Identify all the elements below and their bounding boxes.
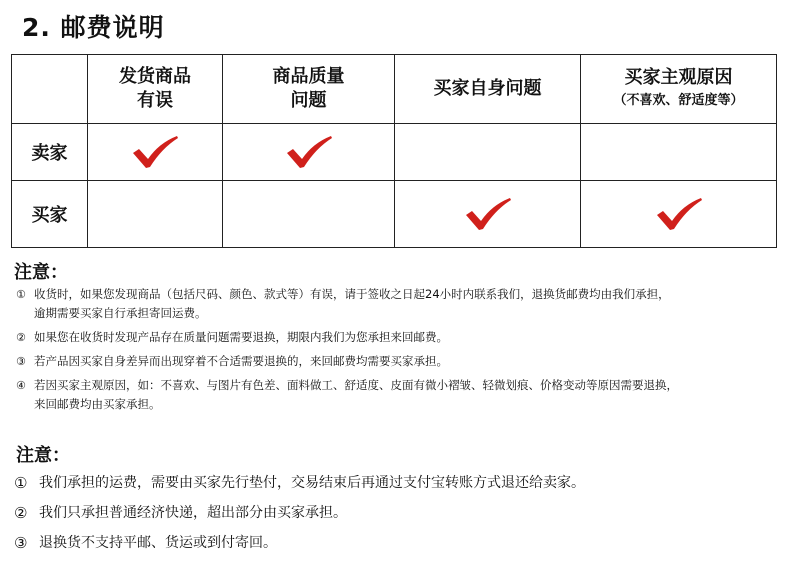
header-line1: 商品质量 (272, 66, 345, 87)
cell-check (581, 181, 777, 248)
item-number: ② (14, 504, 28, 522)
header-buyer-own-issue (395, 55, 581, 124)
list-item (16, 352, 776, 371)
list-item (14, 473, 784, 493)
header-line2: 有误 (137, 90, 173, 111)
item-text-line: 逾期需要买家自行承担寄回运费。 (34, 306, 207, 320)
table-row-buyer (12, 181, 777, 248)
notes-list-1 (16, 285, 776, 419)
table-header-row (12, 55, 777, 124)
cell-check (395, 181, 581, 248)
notes-heading-2: 注意： (16, 445, 70, 466)
list-item (16, 285, 776, 323)
header-line2: 问题 (290, 90, 327, 111)
row-label-buyer: 买家 (12, 181, 88, 248)
postage-table (11, 54, 777, 248)
cell-check (223, 181, 395, 248)
item-number: ② (16, 331, 26, 344)
item-number: ① (16, 288, 26, 301)
page-title: 2. 邮费说明 (22, 13, 165, 42)
notes-list-2 (14, 473, 784, 563)
header-subtitle: （不喜欢、舒适度等） (613, 93, 744, 108)
item-text: 我们只承担普通经济快递，超出部分由买家承担。 (39, 505, 347, 521)
list-item (16, 328, 776, 347)
cell-check (88, 124, 223, 181)
item-text-line: 如果您在收货时发现产品存在质量问题需要退换，期限内我们为您承担来回邮费。 (34, 330, 448, 344)
checkmark-icon (131, 135, 179, 169)
header-line1: 发货商品 (119, 66, 191, 87)
list-item (16, 376, 776, 414)
item-text-line: 来回邮费均由买家承担。 (34, 397, 161, 411)
item-text-line: 收货时，如果您发现商品（包括尺码、颜色、款式等）有误，请于签收之日起24小时内联系我们，退换货邮费均由我们承担， (34, 287, 670, 301)
header-buyer-subjective (581, 55, 777, 124)
item-text-line: 若因买家主观原因，如：不喜欢、与图片有色差、面料做工、舒适度、皮面有微小褶皱、轻微划痕、价格变动等原因需要退换， (34, 378, 678, 392)
header-shipping-error (88, 55, 223, 124)
checkmark-icon (285, 135, 333, 169)
table-row-seller (12, 124, 777, 181)
header-line1: 买家自身问题 (433, 78, 542, 99)
row-label-seller: 卖家 (12, 124, 88, 181)
item-number: ③ (14, 534, 28, 552)
checkmark-icon (464, 197, 512, 231)
cell-check (88, 181, 223, 248)
item-text-line: 若产品因买家自身差异而出现穿着不合适需要退换的，来回邮费均需要买家承担。 (34, 354, 448, 368)
item-number: ① (14, 474, 28, 492)
cell-check (395, 124, 581, 181)
corner-cell (12, 55, 88, 124)
header-line1: 买家主观原因 (624, 67, 733, 88)
item-text: 我们承担的运费，需要由买家先行垫付，交易结束后再通过支付宝转账方式退还给卖家。 (39, 475, 585, 491)
item-number: ③ (16, 355, 26, 368)
cell-check (581, 124, 777, 181)
checkmark-icon (655, 197, 703, 231)
item-text: 退换货不支持平邮、货运或到付寄回。 (39, 535, 277, 551)
notes-heading-1: 注意： (14, 262, 68, 283)
list-item (14, 503, 784, 523)
item-number: ④ (16, 379, 26, 392)
list-item (14, 533, 784, 553)
cell-check (223, 124, 395, 181)
header-quality-issue (223, 55, 395, 124)
